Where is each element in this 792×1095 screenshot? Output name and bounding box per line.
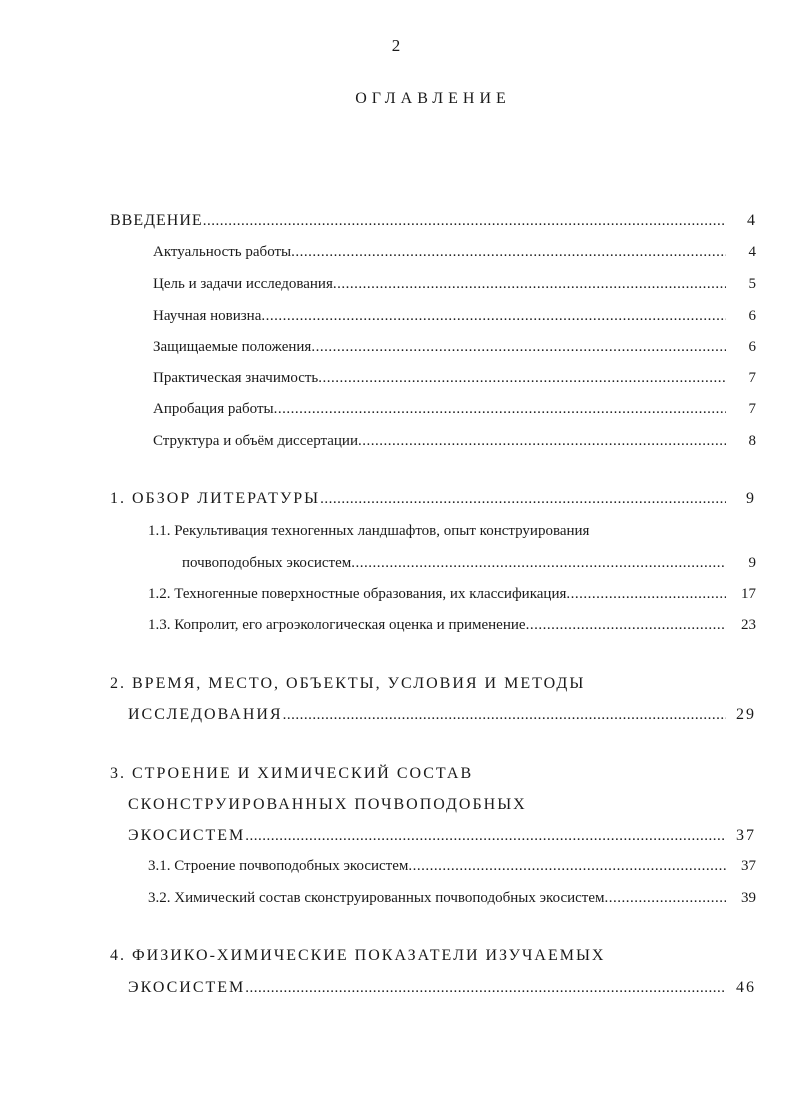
toc-entry-label: Научная новизна bbox=[153, 308, 262, 324]
toc-entry-page: 37 bbox=[736, 827, 756, 844]
toc-entry-label: Защищаемые положения bbox=[153, 339, 312, 355]
page-number: 2 bbox=[391, 36, 401, 55]
toc-entry-label: ИССЛЕДОВАНИЯ bbox=[128, 706, 283, 723]
dot-leader bbox=[245, 980, 726, 997]
toc-entry-page: 7 bbox=[748, 401, 756, 417]
dot-leader bbox=[320, 491, 726, 508]
toc-entry[interactable] bbox=[148, 858, 756, 882]
toc-entry-chapter-3[interactable] bbox=[128, 827, 756, 851]
toc-entry-page: 9 bbox=[746, 490, 756, 507]
toc-entry-page: 9 bbox=[748, 555, 756, 571]
dot-leader bbox=[261, 308, 726, 325]
toc-entry-label: 1.3. Копролит, его агроэкологическая оценка и применение bbox=[148, 617, 526, 633]
toc-entry-label: 3.1. Строение почвоподобных экосистем bbox=[148, 858, 409, 874]
toc-entry-label: ВВЕДЕНИЕ bbox=[110, 212, 203, 229]
toc-entry-intro[interactable] bbox=[110, 212, 756, 236]
dot-leader bbox=[526, 617, 726, 634]
toc-entry-label: 1.2. Техногенные поверхностные образования, их классификация bbox=[148, 586, 567, 602]
toc-entry-line[interactable]: 1.1. Рекультивация техногенных ландшафтов, опыт конструирования bbox=[148, 523, 590, 539]
dot-leader bbox=[408, 858, 726, 875]
toc-entry-label: ЭКОСИСТЕМ bbox=[128, 827, 246, 844]
toc-entry[interactable] bbox=[148, 890, 756, 914]
toc-entry-label: Структура и объём диссертации bbox=[153, 433, 358, 449]
toc-entry[interactable] bbox=[148, 617, 756, 641]
toc-entry-page: 46 bbox=[736, 979, 756, 996]
toc-entry-chapter-2[interactable] bbox=[128, 706, 756, 730]
toc-entry-page: 4 bbox=[748, 244, 756, 260]
toc-entry[interactable] bbox=[153, 433, 756, 457]
toc-entry-label: почвоподобных экосистем bbox=[182, 555, 352, 571]
dot-leader bbox=[245, 828, 726, 845]
toc-entry-chapter-1[interactable] bbox=[110, 490, 756, 514]
toc-entry-page: 6 bbox=[748, 308, 756, 324]
dot-leader bbox=[351, 555, 726, 572]
toc-entry-label: Цель и задачи исследования bbox=[153, 276, 333, 292]
toc-entry-page: 7 bbox=[748, 370, 756, 386]
toc-entry-chapter-3-line[interactable]: 3. СТРОЕНИЕ И ХИМИЧЕСКИЙ СОСТАВ bbox=[110, 765, 474, 782]
toc-entry[interactable] bbox=[153, 276, 756, 300]
toc-entry-page: 39 bbox=[741, 890, 756, 906]
dot-leader bbox=[333, 276, 726, 293]
dot-leader bbox=[605, 890, 727, 907]
toc-entry[interactable] bbox=[153, 370, 756, 394]
toc-entry-label: 1. ОБЗОР ЛИТЕРАТУРЫ bbox=[110, 490, 321, 507]
toc-entry-page: 37 bbox=[741, 858, 756, 874]
dot-leader bbox=[318, 370, 726, 387]
toc-entry[interactable] bbox=[182, 555, 756, 579]
toc-entry-chapter-3-line[interactable]: СКОНСТРУИРОВАННЫХ ПОЧВОПОДОБНЫХ bbox=[128, 796, 527, 813]
toc-entry[interactable] bbox=[153, 308, 756, 332]
toc-entry-chapter-2-line[interactable]: 2. ВРЕМЯ, МЕСТО, ОБЪЕКТЫ, УСЛОВИЯ И МЕТОДЫ bbox=[110, 675, 586, 692]
toc-entry-page: 29 bbox=[736, 706, 756, 723]
toc-entry-page: 6 bbox=[748, 339, 756, 355]
toc-entry-page: 23 bbox=[741, 617, 756, 633]
dot-leader bbox=[283, 707, 726, 724]
dot-leader bbox=[358, 433, 726, 450]
toc-entry-chapter-4[interactable] bbox=[128, 979, 756, 1003]
toc-entry[interactable] bbox=[148, 586, 756, 610]
toc-entry-page: 8 bbox=[748, 433, 756, 449]
toc-entry[interactable] bbox=[153, 244, 756, 268]
toc-entry-page: 5 bbox=[748, 276, 756, 292]
dot-leader bbox=[203, 213, 726, 230]
dot-leader bbox=[274, 401, 726, 418]
toc-entry-label: ЭКОСИСТЕМ bbox=[128, 979, 246, 996]
toc-entry[interactable] bbox=[153, 339, 756, 363]
toc-entry-label: Актуальность работы bbox=[153, 244, 292, 260]
toc-entry[interactable] bbox=[153, 401, 756, 425]
toc-entry-chapter-4-line[interactable]: 4. ФИЗИКО-ХИМИЧЕСКИЕ ПОКАЗАТЕЛИ ИЗУЧАЕМЫХ bbox=[110, 947, 606, 964]
toc-entry-label: Практическая значимость bbox=[153, 370, 319, 386]
toc-entry-label: 3.2. Химический состав сконструированных почвоподобных экосистем bbox=[148, 890, 605, 906]
toc-entry-page: 4 bbox=[747, 212, 756, 229]
page-title: ОГЛАВЛЕНИЕ bbox=[355, 90, 511, 107]
dot-leader bbox=[566, 586, 726, 603]
toc-entry-page: 17 bbox=[741, 586, 756, 602]
toc-entry-label: Апробация работы bbox=[153, 401, 274, 417]
dot-leader bbox=[291, 244, 726, 261]
dot-leader bbox=[311, 339, 726, 356]
